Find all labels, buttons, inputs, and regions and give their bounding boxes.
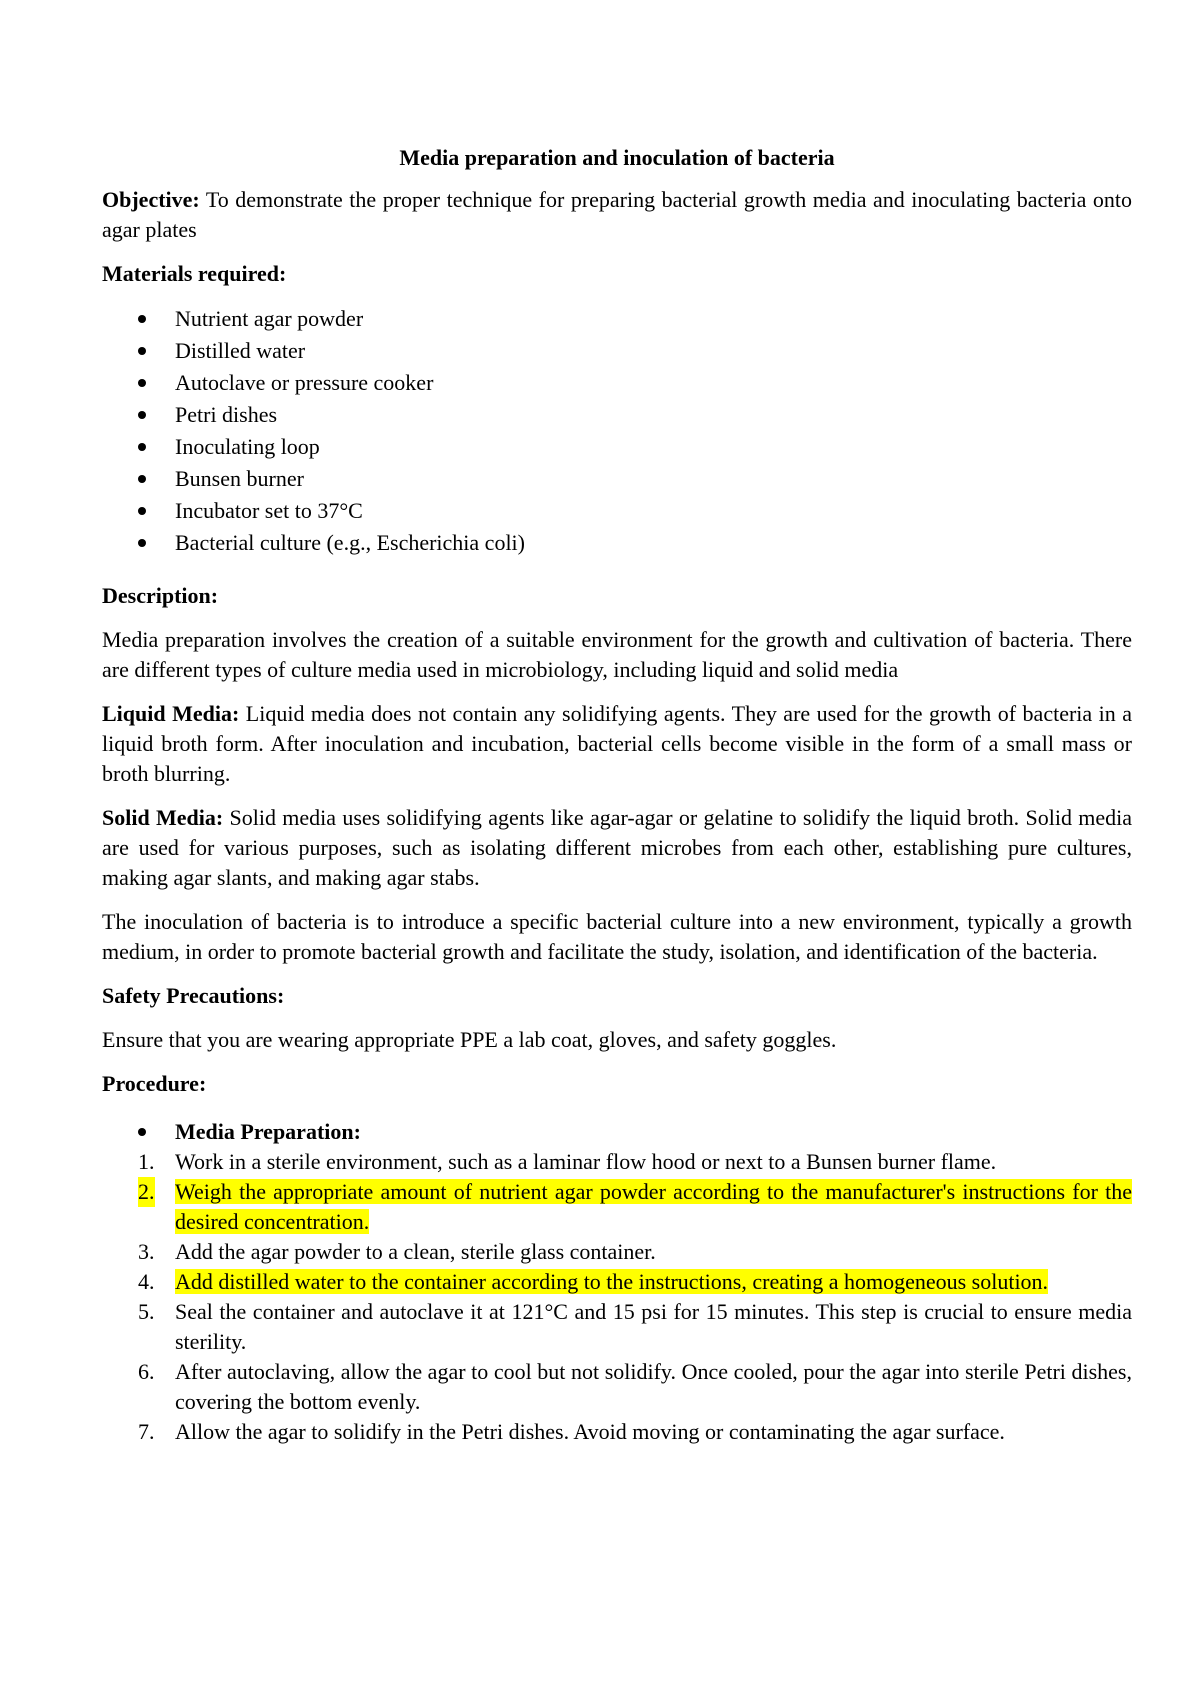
solid-media-label: Solid Media:: [102, 805, 224, 830]
material-label: Distilled water: [175, 338, 306, 363]
list-item: [102, 1357, 1132, 1417]
list-item: [102, 1297, 1132, 1357]
bullet-icon: [138, 443, 146, 451]
objective-label: Objective:: [102, 187, 200, 212]
step-text: Allow the agar to solidify in the Petri dishes. Avoid moving or contaminating the agar surface.: [175, 1419, 1005, 1444]
document-page: [102, 143, 1132, 1447]
material-label: Inoculating loop: [175, 434, 320, 459]
step-number: 4.: [138, 1269, 155, 1294]
bullet-icon: [138, 315, 146, 323]
list-item: [102, 527, 1132, 559]
step-text: Work in a sterile environment, such as a laminar flow hood or next to a Bunsen burner flame.: [175, 1149, 997, 1174]
bullet-icon: [138, 475, 146, 483]
list-item: [102, 1177, 1132, 1237]
list-item: [102, 303, 1132, 335]
liquid-media-paragraph: [102, 699, 1132, 789]
step-text: Add the agar powder to a clean, sterile glass container.: [175, 1239, 656, 1264]
materials-list: [102, 303, 1132, 559]
list-item: [102, 1417, 1132, 1447]
material-label: Bacterial culture (e.g., Escherichia coli): [175, 530, 525, 555]
material-label: Bunsen burner: [175, 466, 304, 491]
safety-text: Ensure that you are wearing appropriate PPE a lab coat, gloves, and safety goggles.: [102, 1027, 837, 1052]
safety-heading: Safety Precautions:: [102, 983, 285, 1008]
bullet-icon: [138, 539, 146, 547]
step-text-highlighted: Add distilled water to the container according to the instructions, creating a homogeneous solution.: [175, 1269, 1049, 1294]
step-number: 1.: [138, 1149, 155, 1174]
bullet-icon: [138, 411, 146, 419]
step-text: Seal the container and autoclave it at 121°C and 15 psi for 15 minutes. This step is crucial to ensure media sterility.: [175, 1299, 1132, 1354]
description-heading: Description:: [102, 583, 219, 608]
step-text: After autoclaving, allow the agar to cool but not solidify. Once cooled, pour the agar into sterile Petri dishes, covering the bottom evenly.: [175, 1359, 1132, 1414]
step-number: 3.: [138, 1239, 155, 1264]
list-item: [102, 1267, 1132, 1297]
list-item: [102, 1237, 1132, 1267]
list-item: [102, 399, 1132, 431]
list-item: [102, 495, 1132, 527]
step-number: 6.: [138, 1359, 155, 1384]
step-text-highlighted: Weigh the appropriate amount of nutrient agar powder according to the manufacturer's instructions for the desired concentration.: [175, 1179, 1132, 1234]
procedure-steps: [102, 1147, 1132, 1447]
list-item: [102, 1147, 1132, 1177]
material-label: Incubator set to 37°C: [175, 498, 363, 523]
material-label: Nutrient agar powder: [175, 306, 364, 331]
step-number: 5.: [138, 1299, 155, 1324]
document-title: Media preparation and inoculation of bacteria: [399, 145, 835, 170]
list-item: [102, 431, 1132, 463]
procedure-heading: Procedure:: [102, 1071, 207, 1096]
list-item: [102, 335, 1132, 367]
liquid-media-text: Liquid media does not contain any solidifying agents. They are used for the growth of bacteria in a liquid broth form. After inoculation and incubation, bacterial cells become visible in the form of a small mass or broth blurring.: [102, 701, 1132, 786]
list-item: [102, 463, 1132, 495]
solid-media-paragraph: [102, 803, 1132, 893]
step-number: 7.: [138, 1419, 155, 1444]
material-label: Petri dishes: [175, 402, 278, 427]
solid-media-text: Solid media uses solidifying agents like agar-agar or gelatine to solidify the liquid broth. Solid media are used for various purposes, such as isolating different microbes from each other, establishing pure cultures, making agar slants, and making agar stabs.: [102, 805, 1133, 890]
inoculation-paragraph: The inoculation of bacteria is to introduce a specific bacterial culture into a new environment, typically a growth medium, in order to promote bacterial growth and facilitate the study, isolation, and identification of the bacteria.: [102, 909, 1132, 964]
step-number: 2.: [138, 1177, 155, 1207]
bullet-icon: [138, 347, 146, 355]
subheading-label: Media Preparation:: [175, 1119, 361, 1144]
material-label: Autoclave or pressure cooker: [175, 370, 434, 395]
objective-paragraph: [102, 185, 1132, 245]
liquid-media-label: Liquid Media:: [102, 701, 240, 726]
media-preparation-subheading: [102, 1117, 1132, 1147]
bullet-icon: [138, 1128, 146, 1136]
bullet-icon: [138, 379, 146, 387]
description-intro: Media preparation involves the creation of a suitable environment for the growth and cultivation of bacteria. There are different types of culture media used in microbiology, including liquid and solid media: [102, 627, 1132, 682]
objective-text: To demonstrate the proper technique for preparing bacterial growth media and inoculating bacteria onto agar plates: [102, 187, 1132, 242]
list-item: [102, 367, 1132, 399]
materials-heading: Materials required:: [102, 261, 287, 286]
bullet-icon: [138, 507, 146, 515]
